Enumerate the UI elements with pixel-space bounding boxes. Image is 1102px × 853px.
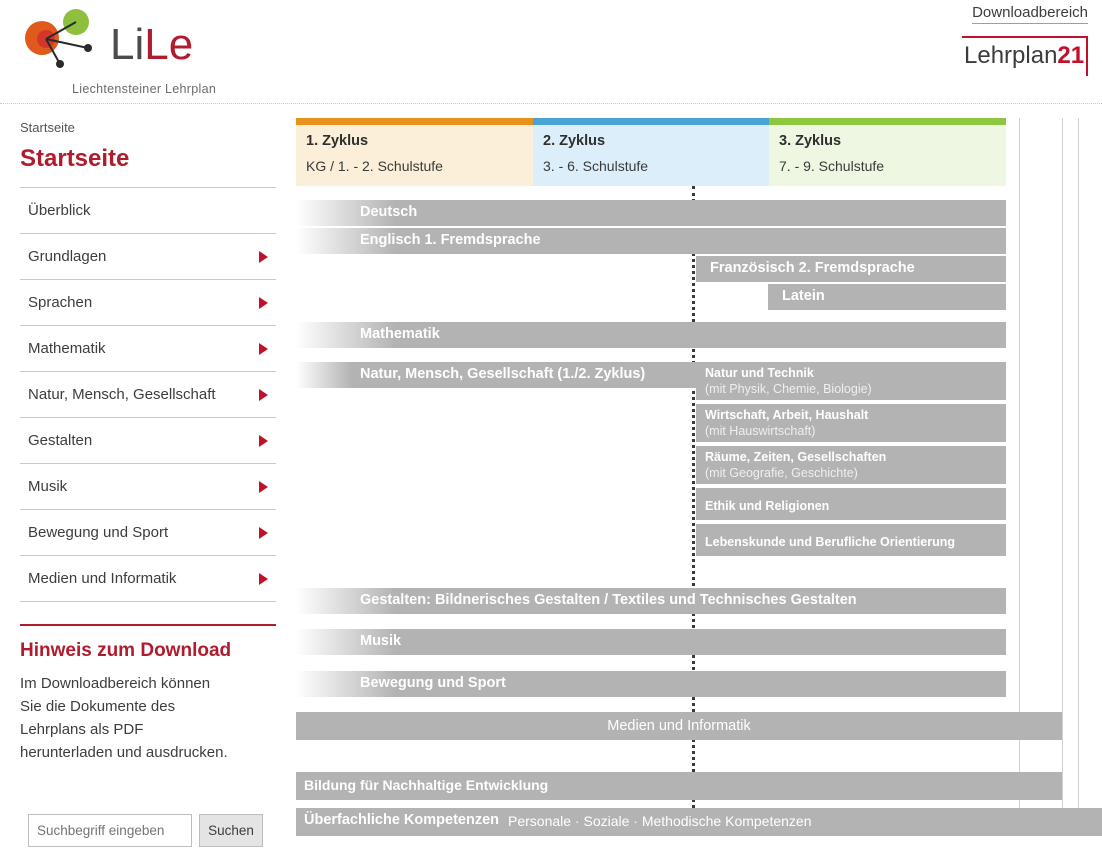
cycle-header bbox=[296, 118, 1006, 186]
frame-line-a bbox=[1019, 118, 1020, 813]
nmg-box-natur-und-technik[interactable] bbox=[696, 362, 1006, 400]
lehrplan21-word: Lehrplan bbox=[964, 42, 1058, 69]
cycle-3-title: 3. Zyklus bbox=[779, 133, 842, 149]
lehrplan21-logo[interactable] bbox=[962, 36, 1088, 80]
lile-logo[interactable] bbox=[20, 8, 250, 98]
subject-label-deutsch: Deutsch bbox=[360, 204, 418, 220]
site-header bbox=[0, 0, 1102, 104]
subject-label-musik: Musik bbox=[360, 633, 402, 649]
cycle-1-subtitle: KG / 1. - 2. Schulstufe bbox=[306, 158, 443, 174]
logo-wordmark bbox=[110, 20, 193, 70]
sidebar-item-label: Sprachen bbox=[28, 294, 93, 311]
cycle-1-colorbar bbox=[296, 118, 533, 125]
cycle-2-colorbar bbox=[533, 118, 769, 125]
search-input[interactable] bbox=[28, 814, 192, 847]
search-row bbox=[28, 814, 263, 847]
cycle-1[interactable] bbox=[296, 118, 533, 186]
sidebar-item-natur-mensch-gesellschaft[interactable] bbox=[20, 372, 276, 418]
sidebar-item-label: Bewegung und Sport bbox=[28, 524, 169, 541]
sidebar-item-mathematik[interactable] bbox=[20, 326, 276, 372]
subject-label-englisch: Englisch 1. Fremdsprache bbox=[360, 232, 541, 248]
cycle-2[interactable] bbox=[533, 118, 769, 186]
cycle-3[interactable] bbox=[769, 118, 1006, 186]
cycle-3-colorbar bbox=[769, 118, 1006, 125]
subject-label-gestalten-bold: Gestalten: bbox=[360, 592, 431, 608]
lehrplan21-number: 21 bbox=[1057, 42, 1085, 69]
subject-label-medien-und-informatik: Medien und Informatik bbox=[607, 718, 751, 734]
subject-label-nmg: Natur, Mensch, Gesellschaft (1./2. Zyklus) bbox=[360, 366, 646, 382]
subject-bar-gestalten[interactable] bbox=[296, 588, 1006, 614]
sidebar-item-medien-und-informatik[interactable] bbox=[20, 556, 276, 602]
hint-text: Im Downloadbereich können Sie die Dokumente des Lehrplans als PDF herunterladen und ausdrucken. bbox=[20, 675, 228, 761]
subject-bar-franzoesisch[interactable] bbox=[696, 256, 1006, 282]
cycle-2-title: 2. Zyklus bbox=[543, 133, 606, 149]
nmg-box-ethik-und-religionen[interactable] bbox=[696, 488, 1006, 520]
sidebar-item-label: Natur, Mensch, Gesellschaft bbox=[28, 386, 216, 403]
subject-bar-nmg[interactable] bbox=[296, 362, 696, 388]
chevron-right-icon bbox=[259, 481, 268, 493]
subject-bar-englisch[interactable] bbox=[296, 228, 1006, 254]
curriculum-overview-chart bbox=[296, 104, 1102, 853]
nmg-box-wirtschaft-arbeit-haushalt[interactable] bbox=[696, 404, 1006, 442]
nmg-box-lebenskunde-berufliche-orientierung[interactable] bbox=[696, 524, 1006, 556]
cycle-3-subtitle: 7. - 9. Schulstufe bbox=[779, 158, 885, 174]
sidebar-item-grundlagen[interactable] bbox=[20, 234, 276, 280]
chevron-right-icon bbox=[259, 389, 268, 401]
nmg-box-raeume-zeiten-gesellschaften[interactable] bbox=[696, 446, 1006, 484]
sidebar-item-bewegung-und-sport[interactable] bbox=[20, 510, 276, 556]
sidebar-item-label: Gestalten bbox=[28, 432, 93, 449]
sidebar-item-ueberblick[interactable] bbox=[20, 188, 276, 234]
frame-line-b bbox=[1062, 118, 1063, 813]
downloadbereich-link[interactable]: Downloadbereich bbox=[972, 4, 1088, 24]
logo-text-li: Li bbox=[110, 20, 145, 69]
chevron-right-icon bbox=[259, 251, 268, 263]
nmg-box-title: Lebenskunde und Berufliche Orientierung bbox=[705, 535, 956, 549]
logo-subtitle: Liechtensteiner Lehrplan bbox=[72, 82, 217, 96]
page-title: Startseite bbox=[20, 145, 130, 172]
subject-bar-deutsch[interactable] bbox=[296, 200, 1006, 226]
chevron-right-icon bbox=[259, 343, 268, 355]
logo-text-le: Le bbox=[144, 20, 194, 69]
subject-bar-medien-und-informatik[interactable] bbox=[296, 712, 1062, 740]
sidebar-nav bbox=[20, 187, 276, 602]
subject-label-latein: Latein bbox=[782, 288, 825, 304]
lehrplan21-text bbox=[964, 42, 1084, 70]
cycle-2-subtitle: 3. - 6. Schulstufe bbox=[543, 158, 649, 174]
nmg-box-subtitle: (mit Hauswirtschaft) bbox=[705, 424, 816, 438]
sidebar-item-label: Musik bbox=[28, 478, 68, 495]
subject-label-bewegung-und-sport: Bewegung und Sport bbox=[360, 675, 506, 691]
nmg-box-title: Ethik und Religionen bbox=[705, 499, 830, 513]
subject-label-bne: Bildung für Nachhaltige Entwicklung bbox=[304, 777, 549, 793]
chevron-right-icon bbox=[259, 573, 268, 585]
subject-label-ueberfachliche-bold: Überfachliche Kompetenzen bbox=[304, 812, 499, 828]
subject-label-gestalten-rest: Bildnerisches Gestalten / Textiles und Technisches Gestalten bbox=[434, 592, 857, 608]
nmg-box-subtitle: (mit Geografie, Geschichte) bbox=[705, 466, 858, 480]
subject-label-gestalten bbox=[360, 592, 857, 608]
subject-bar-bne[interactable] bbox=[296, 772, 1062, 800]
nmg-box-title: Natur und Technik bbox=[705, 366, 814, 380]
subject-bar-bewegung-und-sport[interactable] bbox=[296, 671, 1006, 697]
cycle-1-title: 1. Zyklus bbox=[306, 133, 369, 149]
sidebar-item-musik[interactable] bbox=[20, 464, 276, 510]
search-button[interactable]: Suchen bbox=[199, 814, 263, 847]
sidebar bbox=[0, 104, 296, 853]
chevron-right-icon bbox=[259, 435, 268, 447]
subject-bar-musik[interactable] bbox=[296, 629, 1006, 655]
hint-divider bbox=[20, 624, 276, 626]
nmg-box-title: Räume, Zeiten, Gesellschaften bbox=[705, 450, 887, 464]
chevron-right-icon bbox=[259, 297, 268, 309]
subject-bar-latein[interactable] bbox=[768, 284, 1006, 310]
nmg-box-title: Wirtschaft, Arbeit, Haushalt bbox=[705, 408, 869, 422]
subject-label-franzoesisch: Französisch 2. Fremdsprache bbox=[710, 260, 915, 276]
sidebar-item-label: Überblick bbox=[28, 202, 91, 219]
lile-logo-mark bbox=[20, 8, 106, 70]
subject-label-ueberfachliche-rest: Personale · Soziale · Methodische Kompetenzen bbox=[508, 813, 812, 829]
main-content bbox=[296, 104, 1102, 853]
subject-bar-ueberfachliche-kompetenzen[interactable] bbox=[296, 808, 1102, 836]
sidebar-item-label: Grundlagen bbox=[28, 248, 107, 265]
nmg-box-subtitle: (mit Physik, Chemie, Biologie) bbox=[705, 382, 872, 396]
sidebar-item-gestalten[interactable] bbox=[20, 418, 276, 464]
chevron-right-icon bbox=[259, 527, 268, 539]
hint-title: Hinweis zum Download bbox=[20, 640, 232, 661]
subject-label-mathematik: Mathematik bbox=[360, 326, 440, 342]
sidebar-item-label: Medien und Informatik bbox=[28, 570, 177, 587]
sidebar-item-sprachen[interactable] bbox=[20, 280, 276, 326]
frame-line-c bbox=[1078, 118, 1079, 813]
sidebar-item-label: Mathematik bbox=[28, 340, 106, 357]
breadcrumb[interactable]: Startseite bbox=[20, 120, 75, 135]
subject-bar-mathematik[interactable] bbox=[296, 322, 1006, 348]
